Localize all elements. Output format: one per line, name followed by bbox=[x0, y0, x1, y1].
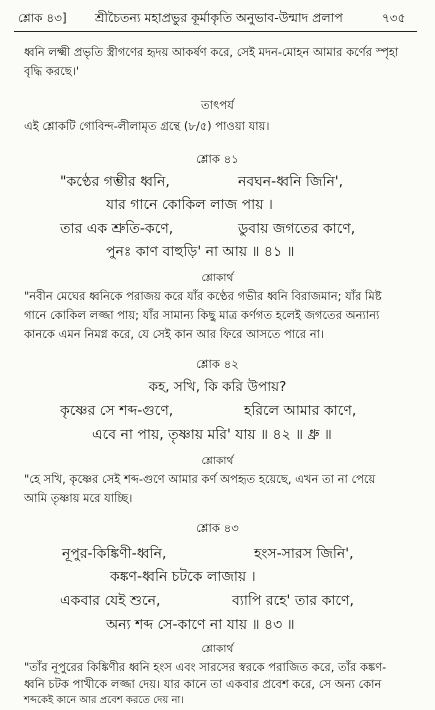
sloka-43-meaning-line: ধ্বনি চটক পাখীকে লজ্জা দেয়। যার কানে তা একবার প্রবেশ করে, সে অন্য কোন bbox=[24, 677, 382, 691]
sloka-42-line: কৃষ্ণের সে শব্দ-গুণে, bbox=[60, 403, 174, 419]
sloka-41-heading: শ্লোক ৪১ bbox=[196, 152, 239, 166]
sloka-42-line: এবে না পায়, তৃষ্ণায় মরি' যায় ॥ ৪২ ॥ ধ্রু ॥ bbox=[92, 427, 332, 443]
header-title: শ্রীচৈতন্য মহাপ্রভুর কূর্মাকৃতি অনুভাব-উন্মাদ প্রলাপ bbox=[95, 10, 343, 25]
sloka-41-line: পুনঃ কাণ বাহুড়ি' না আয় ॥ ৪১ ॥ bbox=[106, 244, 295, 260]
sloka-41-line: তার এক শ্রুতি-কণে, bbox=[60, 221, 174, 237]
sloka-42-meaning-line: "হে সখি, কৃষ্ণের সেই শব্দ-গুণে আমার কর্ণ অপহৃত হয়েছে, এখন তা না পেয়ে bbox=[24, 472, 376, 486]
sloka-43-meaning-heading: শ্লোকার্থ bbox=[201, 642, 234, 655]
sloka-41-line: "কণ্ঠের গম্ভীর ধ্বনি, bbox=[60, 174, 170, 190]
sloka-41-meaning-line: কানকে এমন নিমগ্ন করে, যে সেই কান আর ফিরে আসতে পারে না। bbox=[24, 327, 325, 341]
sloka-41-meaning-line: গানে কোকিল লজ্জা পায়; যাঁর সামান্য কিছু মাত্র কর্ণগত হলেই জগতের অন্যান্য bbox=[24, 308, 380, 322]
sloka-42-meaning-heading: শ্লোকার্থ bbox=[201, 454, 234, 467]
sloka-43-line: হংস-সারস জিনি', bbox=[254, 546, 354, 562]
sloka-41-line: যার গানে কোকিল লাজ পায় । bbox=[106, 197, 273, 213]
sloka-43-line: কঙ্কণ-ধ্বনি চটকে লাজায় । bbox=[110, 569, 256, 585]
sloka-42-heading: শ্লোক ৪২ bbox=[196, 357, 239, 371]
purport-heading: তাৎপর্য bbox=[201, 98, 234, 112]
sloka-42-line: কহ, সখি, কি করি উপায়? bbox=[148, 379, 287, 395]
sloka-43-meaning-line: "তাঁর নূপুরের কিঙ্কিণীর ধ্বনি হংস এবং সারসের স্বরকে পরাজিত করে, তাঁর কঙ্কণ- bbox=[24, 660, 387, 674]
header-verse-ref: শ্লোক ৪৩] bbox=[18, 11, 67, 25]
sloka-41-line: ডুবায় জগতের কাণে, bbox=[238, 221, 356, 237]
sloka-43-meaning-line: শব্দকেই কানে আর প্রবেশ করতে দেয় না। bbox=[24, 695, 184, 706]
sloka-42-meaning-line: আমি তৃষ্ণায় মরে যাচ্ছি। bbox=[24, 491, 133, 505]
sloka-42-line: হরিলে আমার কাণে, bbox=[244, 403, 357, 419]
sloka-43-line: অন্য শব্দ সে-কাণে না যায় ॥ ৪৩ ॥ bbox=[106, 617, 295, 633]
sloka-43-line: ব্যাপি রহে' তার কাণে, bbox=[232, 593, 354, 609]
intro-line: ধ্বনি লক্ষ্মী প্রভৃতি স্ত্রীগণের হৃদয় আকর্ষণ করে, সেই মদন-মোহন আমার কর্ণের স্পৃহা bbox=[24, 45, 399, 59]
sloka-43-heading: শ্লোক ৪৩ bbox=[196, 521, 239, 535]
sloka-41-meaning-heading: শ্লোকার্থ bbox=[201, 271, 234, 284]
sloka-41-line: নবঘন-ধ্বনি জিনি', bbox=[238, 174, 344, 190]
header-rule bbox=[14, 31, 417, 32]
sloka-43-line: একবার যেই শুনে, bbox=[60, 593, 161, 609]
sloka-41-meaning-line: "নবীন মেঘের ধ্বনিকে পরাজয় করে যাঁর কণ্ঠের গভীর ধ্বনি বিরাজমান; যাঁর মিষ্ট bbox=[24, 289, 382, 303]
intro-line: বৃদ্ধি করছে।' bbox=[24, 64, 80, 78]
purport-text: এই শ্লোকটি গোবিন্দ-লীলামৃত গ্রন্থে (৮/৫) পাওয়া যায়। bbox=[24, 119, 270, 133]
header-page-number: ৭৩৫ bbox=[382, 11, 406, 25]
sloka-43-line: নূপুর-কিঙ্কিণী-ধ্বনি, bbox=[62, 546, 167, 562]
